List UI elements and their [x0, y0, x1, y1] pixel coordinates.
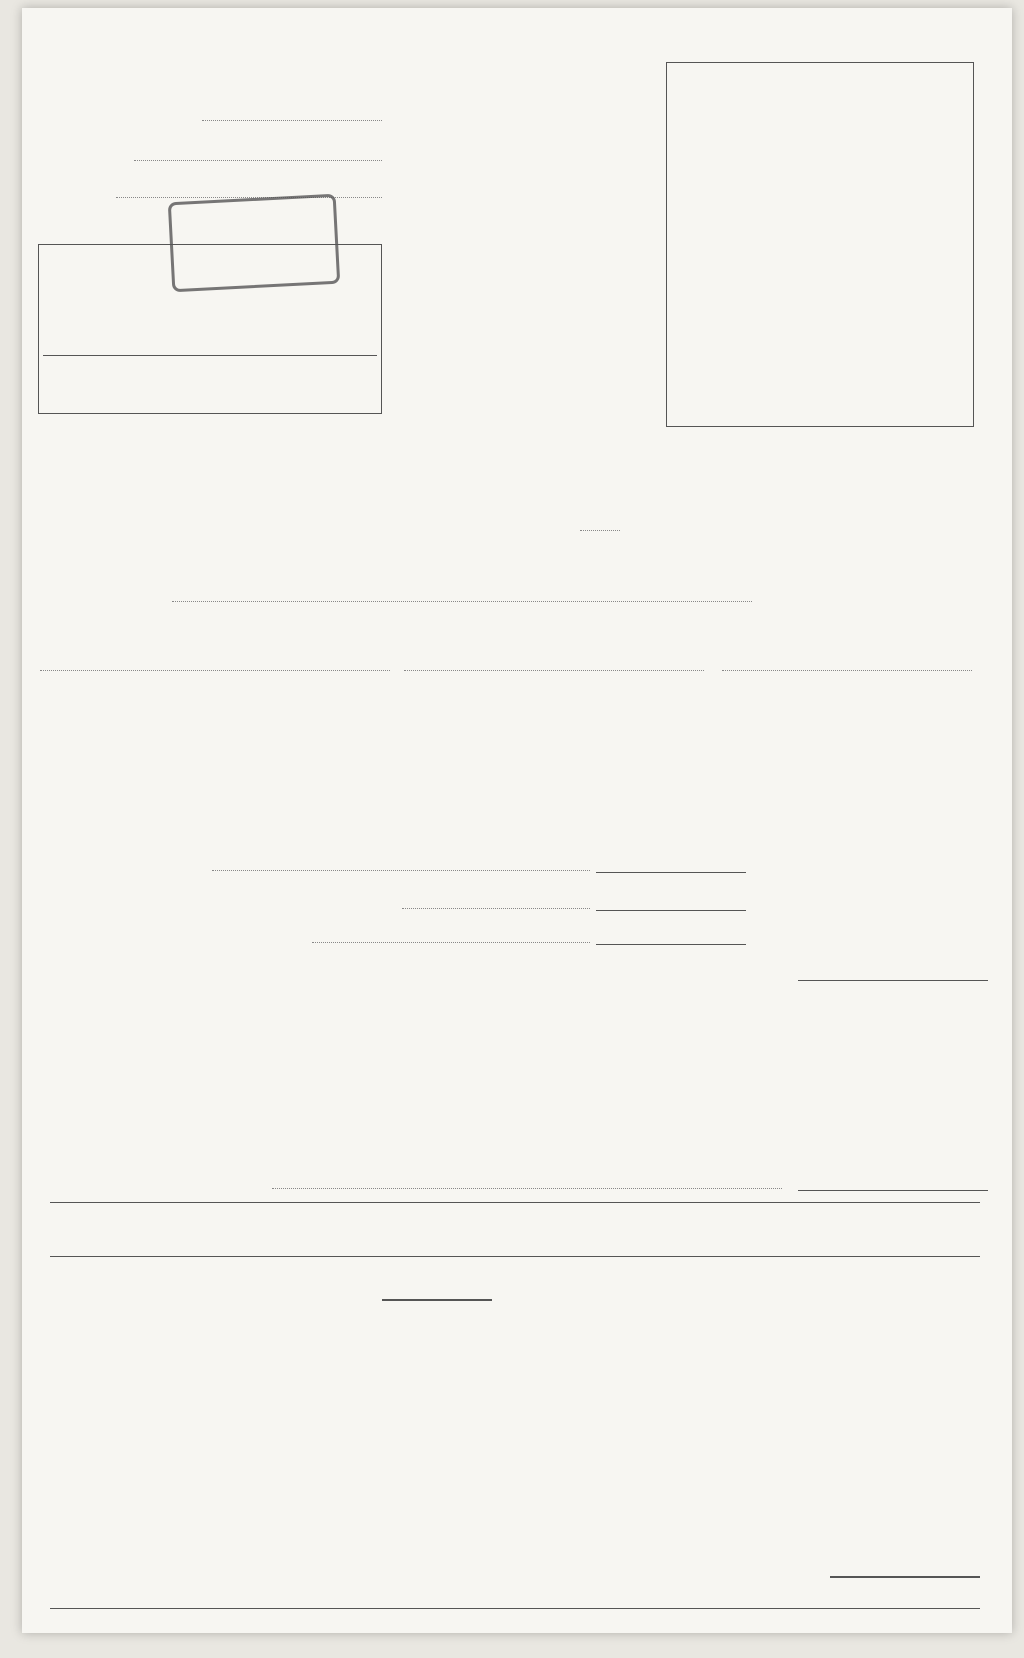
important-left-box: [38, 244, 382, 414]
sched-sum-rule: [382, 1299, 492, 1301]
signature-line[interactable]: [202, 120, 382, 121]
exemption-tax-rule: [798, 980, 988, 981]
filed-by-line[interactable]: [172, 601, 752, 602]
schedule-header-rule: [50, 1256, 980, 1257]
municipality-line[interactable]: [134, 160, 382, 161]
calendar-year-blank[interactable]: [580, 530, 620, 531]
total-due-rule: [798, 1190, 988, 1191]
child-leader: [402, 908, 590, 909]
city-line[interactable]: [404, 670, 704, 671]
street-line[interactable]: [40, 670, 390, 671]
child-value-line[interactable]: [596, 910, 746, 911]
province-entry-line[interactable]: [722, 670, 972, 671]
schedule-top-rule: [50, 1202, 980, 1203]
importante-rule: [43, 355, 377, 356]
schedule-bottom-rule: [50, 1608, 980, 1609]
total-due-leader: [272, 1188, 782, 1189]
important-right-box: [666, 62, 974, 427]
total-ex-rule: [596, 944, 746, 945]
family-rule: [596, 872, 746, 873]
sched-total-value-line[interactable]: [830, 1576, 980, 1578]
total-ex-leader: [312, 942, 590, 943]
family-leader: [212, 870, 590, 871]
tax-form-page: [22, 8, 1012, 1633]
